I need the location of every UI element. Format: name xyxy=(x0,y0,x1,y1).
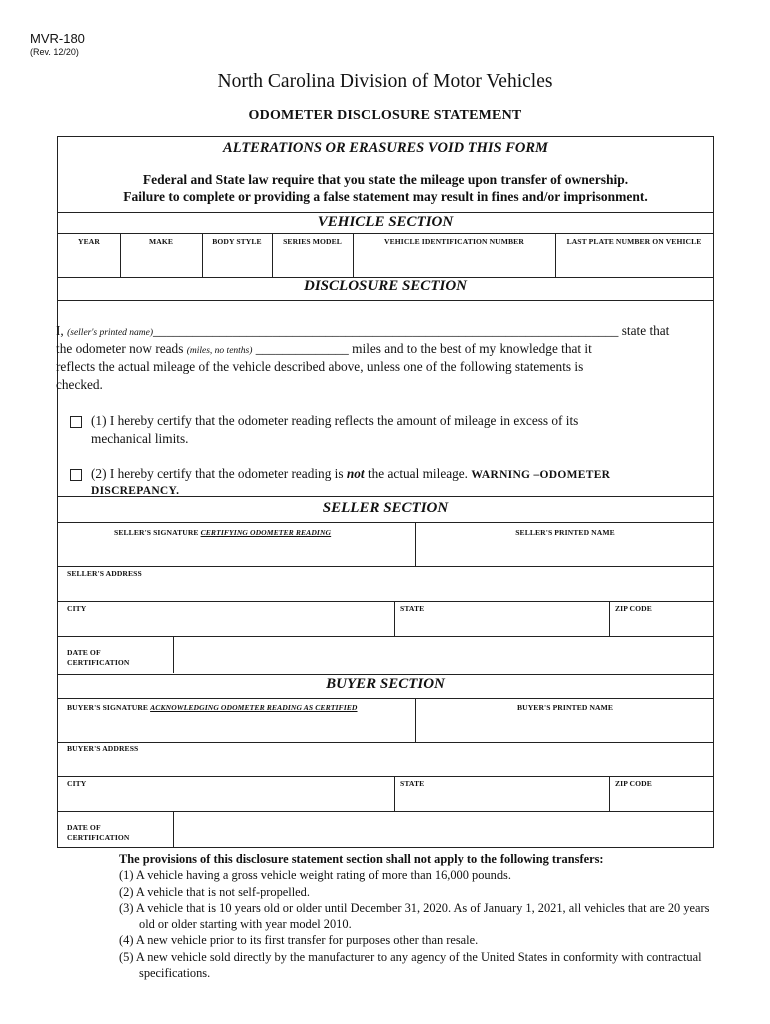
seller-date-label xyxy=(67,648,130,668)
exemptions-heading: The provisions of this disclosure statement section shall not apply to the following transfers: xyxy=(119,852,604,866)
divider xyxy=(58,566,713,567)
odometer-mileage-blank[interactable]: ______________ xyxy=(255,341,349,356)
divider xyxy=(58,212,713,213)
option-2-text-a: (2) I hereby certify that the odometer reading is xyxy=(91,466,344,481)
seller-city-label: CITY xyxy=(67,604,87,613)
odometer-statement-prefix: the odometer now reads xyxy=(56,341,184,356)
seller-signature-label xyxy=(114,528,331,538)
disclosure-section-title: DISCLOSURE SECTION xyxy=(304,278,467,294)
vehicle-year-label: YEAR xyxy=(78,237,100,246)
alterations-notice: ALTERATIONS OR ERASURES VOID THIS FORM xyxy=(223,140,548,156)
divider xyxy=(58,300,713,301)
vehicle-body-style-field[interactable] xyxy=(203,247,271,276)
exemption-item-5: (5) A new vehicle sold directly by the manufacturer to any agency of the United States in conformity with contractual specifications. xyxy=(119,949,702,981)
buyer-city-field[interactable] xyxy=(59,789,393,810)
exemption-item-3: (3) A vehicle that is 10 years old or older until December 31, 2020. As of January 1, 2021, all vehicles that are 20 years old or older starting with year model 2010. xyxy=(119,900,710,932)
divider xyxy=(58,698,713,699)
option-2-line-2: DISCREPANCY. xyxy=(91,485,180,497)
seller-state-label: STATE xyxy=(400,604,425,613)
seller-statement-suffix: state that xyxy=(621,323,670,338)
exemption-item-2: (2) A vehicle that is not self-propelled. xyxy=(119,884,310,899)
buyer-date-label xyxy=(67,823,130,843)
vehicle-vin-label: VEHICLE IDENTIFICATION NUMBER xyxy=(384,237,524,246)
agency-name: North Carolina Division of Motor Vehicles xyxy=(217,71,553,92)
buyer-city-label: CITY xyxy=(67,779,87,788)
seller-printed-name-field[interactable] xyxy=(416,539,713,565)
odometer-statement-suffix: miles and to the best of my knowledge that it xyxy=(352,341,592,356)
buyer-address-field[interactable] xyxy=(59,754,713,775)
seller-city-field[interactable] xyxy=(59,614,393,635)
law-notice-line-2: Failure to complete or providing a false statement may result in fines and/or imprisonment. xyxy=(123,189,648,204)
buyer-printed-name-label: BUYER'S PRINTED NAME xyxy=(516,703,614,712)
buyer-date-label-line-1: DATE OF xyxy=(67,823,101,832)
form-number: MVR-180 xyxy=(30,31,85,46)
option-1-checkbox[interactable] xyxy=(70,416,82,428)
vehicle-year-field[interactable] xyxy=(59,247,119,276)
seller-zip-label: ZIP CODE xyxy=(615,604,652,613)
divider xyxy=(58,601,713,602)
buyer-signature-field[interactable] xyxy=(59,714,414,741)
vehicle-make-field[interactable] xyxy=(121,247,201,276)
buyer-date-label-line-2: CERTIFICATION xyxy=(67,833,130,842)
odometer-form xyxy=(57,136,714,848)
seller-date-label-line-2: CERTIFICATION xyxy=(67,658,130,667)
document-title: ODOMETER DISCLOSURE STATEMENT xyxy=(248,108,522,123)
seller-address-field[interactable] xyxy=(59,579,713,600)
exemptions-list xyxy=(119,851,719,981)
buyer-zip-field[interactable] xyxy=(610,789,713,810)
option-2-text-b: the actual mileage. xyxy=(367,466,468,481)
option-1-line-2: mechanical limits. xyxy=(91,431,189,446)
vehicle-series-model-field[interactable] xyxy=(273,247,352,276)
seller-signature-field[interactable] xyxy=(59,539,414,565)
buyer-date-field[interactable] xyxy=(174,812,713,846)
odometer-warning: WARNING –ODOMETER xyxy=(471,469,611,481)
buyer-state-field[interactable] xyxy=(395,789,608,810)
divider xyxy=(58,522,713,523)
disclosure-line-3: reflects the actual mileage of the vehicle described above, unless one of the following statements is xyxy=(56,359,584,374)
option-2-checkbox[interactable] xyxy=(70,469,82,481)
exemption-item-4: (4) A new vehicle prior to its first transfer for purposes other than resale. xyxy=(119,933,479,948)
exemption-item-1: (1) A vehicle having a gross vehicle weight rating of more than 16,000 pounds. xyxy=(119,868,511,883)
seller-section-title: SELLER SECTION xyxy=(322,500,449,516)
vehicle-body-style-label: BODY STYLE xyxy=(212,237,262,246)
disclosure-line-4: checked. xyxy=(56,377,103,392)
buyer-signature-label-emphasis: ACKNOWLEDGING ODOMETER READING AS CERTIFIED xyxy=(150,703,358,712)
divider xyxy=(58,674,713,675)
seller-zip-field[interactable] xyxy=(610,614,713,635)
disclosure-line-1 xyxy=(56,322,669,342)
vehicle-series-model-label: SERIES MODEL xyxy=(283,237,342,246)
form-revision: (Rev. 12/20) xyxy=(30,47,79,57)
seller-state-field[interactable] xyxy=(395,614,608,635)
buyer-zip-label: ZIP CODE xyxy=(615,779,652,788)
vehicle-last-plate-field[interactable] xyxy=(556,247,712,276)
divider xyxy=(58,233,713,234)
divider xyxy=(58,742,713,743)
seller-address-label: SELLER'S ADDRESS xyxy=(67,569,142,578)
seller-date-label-line-1: DATE OF xyxy=(67,648,101,657)
divider xyxy=(58,776,713,777)
seller-name-hint: (seller's printed name) xyxy=(67,328,154,338)
vehicle-make-label: MAKE xyxy=(148,237,174,246)
option-2-not-emphasis: not xyxy=(346,466,365,481)
disclosure-line-2 xyxy=(56,340,592,360)
buyer-state-label: STATE xyxy=(400,779,425,788)
seller-printed-name-label: SELLER'S PRINTED NAME xyxy=(515,528,615,537)
seller-date-field[interactable] xyxy=(174,637,713,672)
vehicle-section-title: VEHICLE SECTION xyxy=(317,214,454,230)
buyer-signature-label-text: BUYER'S SIGNATURE xyxy=(67,703,149,712)
law-notice xyxy=(58,171,713,205)
buyer-signature-label xyxy=(67,703,358,713)
vehicle-vin-field[interactable] xyxy=(354,247,554,276)
seller-printed-name-blank[interactable]: ______________________________________________________________________ xyxy=(153,323,619,338)
option-1-line-1: (1) I hereby certify that the odometer reading reflects the amount of mileage in excess of its xyxy=(91,413,579,428)
buyer-printed-name-field[interactable] xyxy=(416,714,713,741)
divider xyxy=(58,496,713,497)
law-notice-line-1: Federal and State law require that you state the mileage upon transfer of ownership. xyxy=(142,172,629,187)
buyer-address-label: BUYER'S ADDRESS xyxy=(67,744,139,753)
seller-signature-label-emphasis: CERTIFYING ODOMETER READING xyxy=(200,528,332,537)
buyer-section-title: BUYER SECTION xyxy=(326,676,445,692)
seller-statement-prefix: I, xyxy=(56,323,64,338)
mileage-hint: (miles, no tenths) xyxy=(186,346,253,356)
vehicle-last-plate-label: LAST PLATE NUMBER ON VEHICLE xyxy=(566,237,702,246)
seller-signature-label-text: SELLER'S SIGNATURE xyxy=(114,528,199,537)
